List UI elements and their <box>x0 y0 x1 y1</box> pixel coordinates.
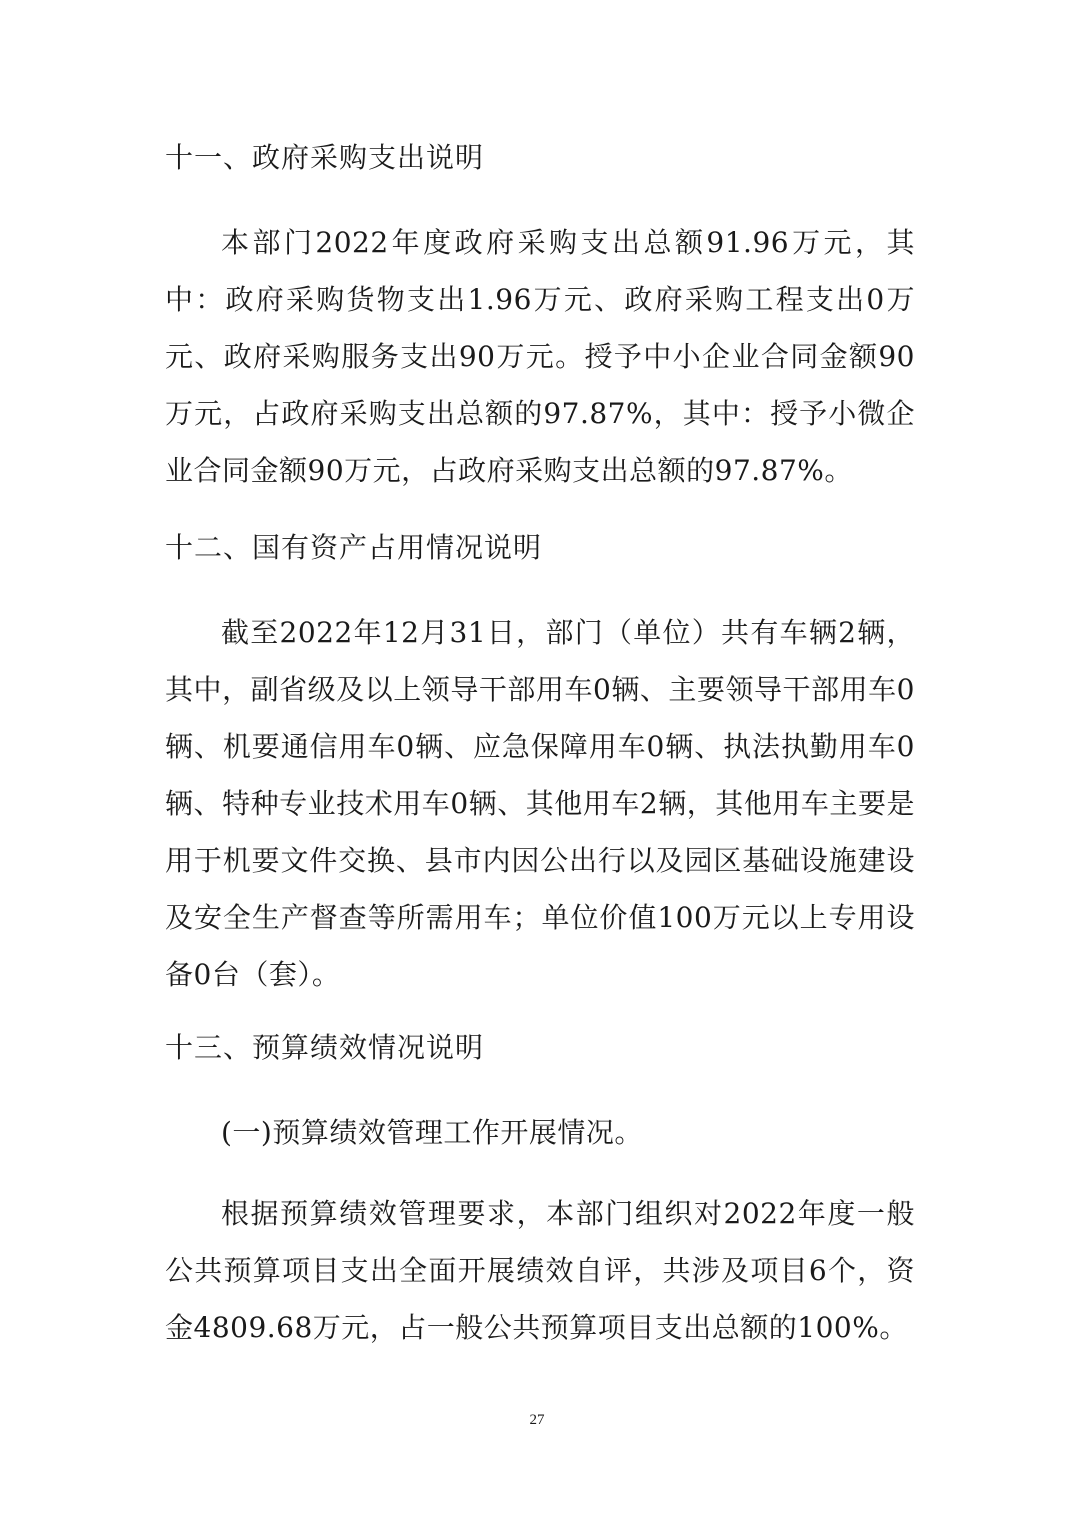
page-number: 27 <box>529 1412 545 1428</box>
paragraph-government-procurement: 本部门2022年度政府采购支出总额91.96万元，其中：政府采购货物支出1.96万元、政府采购工程支出0万元、政府采购服务支出90万元。授予中小企业合同金额90万元，占政府采购支出总额的97.87%，其中：授予小微企业合同金额90万元，占政府采购支出总额的97.87%。 <box>165 226 915 487</box>
section-heading-state-assets: 十二、国有资产占用情况说明 <box>165 531 543 564</box>
paragraph-state-assets: 截至2022年12月31日，部门（单位）共有车辆2辆，其中，副省级及以上领导干部用车0辆、主要领导干部用车0辆、机要通信用车0辆、应急保障用车0辆、执法执勤用车0辆、特种专业技术用车0辆、其他用车2辆，其他用车主要是用于机要文件交换、县市内因公出行以及园区基础设施建设及安全生产督查等所需用车；单位价值100万元以上专用设备0台（套）。 <box>165 616 915 991</box>
paragraph-performance-subtitle: (一)预算绩效管理工作开展情况。 <box>221 1116 643 1149</box>
section-heading-budget-performance: 十三、预算绩效情况说明 <box>165 1031 485 1064</box>
paragraph-performance-evaluation: 根据预算绩效管理要求，本部门组织对2022年度一般公共预算项目支出全面开展绩效自评，共涉及项目6个，资金4809.68万元，占一般公共预算项目支出总额的100%。 <box>165 1197 915 1344</box>
section-heading-government-procurement: 十一、政府采购支出说明 <box>165 141 485 174</box>
